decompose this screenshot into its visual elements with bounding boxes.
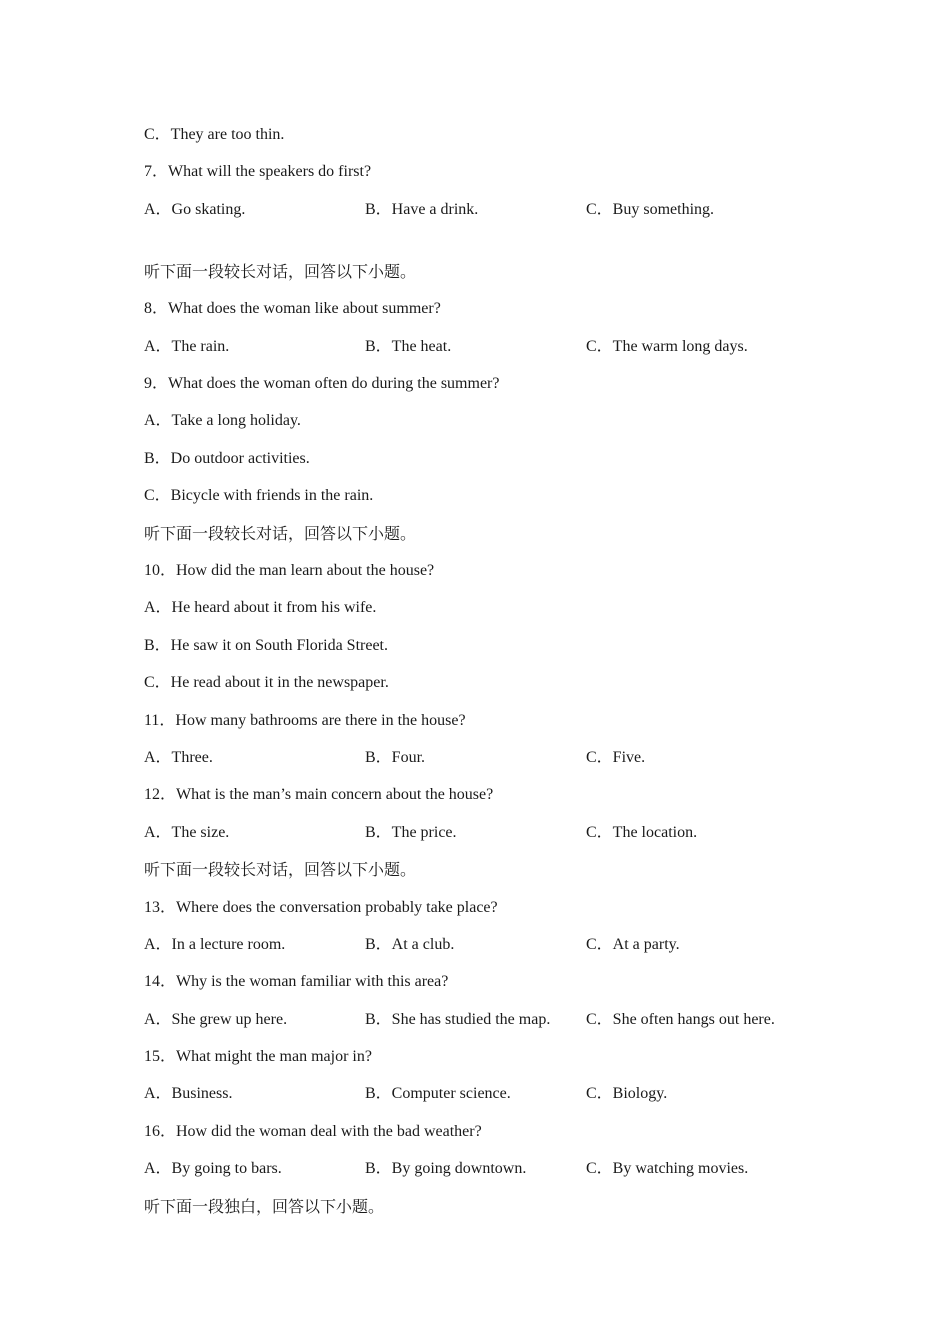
option-a: A．Business. [144, 1085, 233, 1103]
option-a: A．Take a long holiday. [144, 412, 301, 430]
question-15: 15．What might the man major in? [144, 1048, 372, 1066]
option-c: C．Five. [586, 748, 646, 766]
question-13: 13．Where does the conversation probably take place? [144, 898, 498, 916]
option-a: A．He heard about it from his wife. [144, 599, 377, 617]
question-10: 10．How did the man learn about the house? [144, 561, 435, 579]
question-9: 9．What does the woman often do during the summer? [144, 375, 500, 393]
option-a: A．She grew up here. [144, 1010, 288, 1028]
option-a: A．In a lecture room. [144, 935, 286, 953]
option-c: C．Bicycle with friends in the rain. [144, 487, 374, 505]
option-b: B．Computer science. [365, 1085, 511, 1103]
option-c: C．He read about it in the newspaper. [144, 674, 389, 692]
option-c: C．They are too thin. [144, 126, 285, 143]
section-instruction: 听下面一段较长对话，回答以下小题。 [144, 261, 417, 281]
question-7: 7．What will the speakers do first? [144, 163, 372, 181]
exam-page [144, 116, 844, 1225]
option-b: B．By going downtown. [365, 1160, 527, 1178]
option-a: A．Three. [144, 748, 213, 766]
question-12-options [144, 814, 844, 851]
option-c: C．Biology. [586, 1085, 668, 1103]
section-instruction: 听下面一段较长对话，回答以下小题。 [144, 860, 417, 880]
question-14: 14．Why is the woman familiar with this area? [144, 973, 449, 991]
question-14-options [144, 1001, 844, 1038]
question-11: 11．How many bathrooms are there in the house? [144, 711, 466, 729]
question-8-options [144, 328, 844, 365]
option-c: C．Buy something. [586, 200, 715, 218]
question-11-options [144, 739, 844, 776]
option-b: B．She has studied the map. [365, 1010, 551, 1028]
option-a: A．Go skating. [144, 200, 246, 218]
option-b: B．He saw it on South Florida Street. [144, 636, 388, 654]
option-c: C．She often hangs out here. [586, 1010, 775, 1028]
option-b: B．At a club. [365, 935, 455, 953]
option-b: B．Do outdoor activities. [144, 449, 310, 467]
option-c: C．By watching movies. [586, 1160, 749, 1178]
option-c: C．The warm long days. [586, 337, 748, 355]
option-b: B．Four. [365, 748, 426, 766]
option-a: A．The rain. [144, 337, 230, 355]
option-c: C．The location. [586, 823, 698, 841]
option-b: B．The price. [365, 823, 457, 841]
option-line [144, 116, 844, 153]
section-instruction: 听下面一段独白，回答以下小题。 [144, 1196, 385, 1216]
question-7-options [144, 191, 844, 228]
question-15-options [144, 1075, 844, 1112]
question-8: 8．What does the woman like about summer? [144, 300, 441, 318]
question-16-options [144, 1150, 844, 1187]
question-13-options [144, 926, 844, 963]
question-12: 12．What is the man’s main concern about the house? [144, 786, 494, 804]
section-instruction: 听下面一段较长对话，回答以下小题。 [144, 523, 417, 543]
spacer [144, 228, 844, 253]
option-a: A．By going to bars. [144, 1160, 282, 1178]
option-c: C．At a party. [586, 935, 680, 953]
option-b: B．Have a drink. [365, 200, 479, 218]
option-a: A．The size. [144, 823, 230, 841]
option-b: B．The heat. [365, 337, 452, 355]
question-16: 16．How did the woman deal with the bad weather? [144, 1122, 482, 1140]
